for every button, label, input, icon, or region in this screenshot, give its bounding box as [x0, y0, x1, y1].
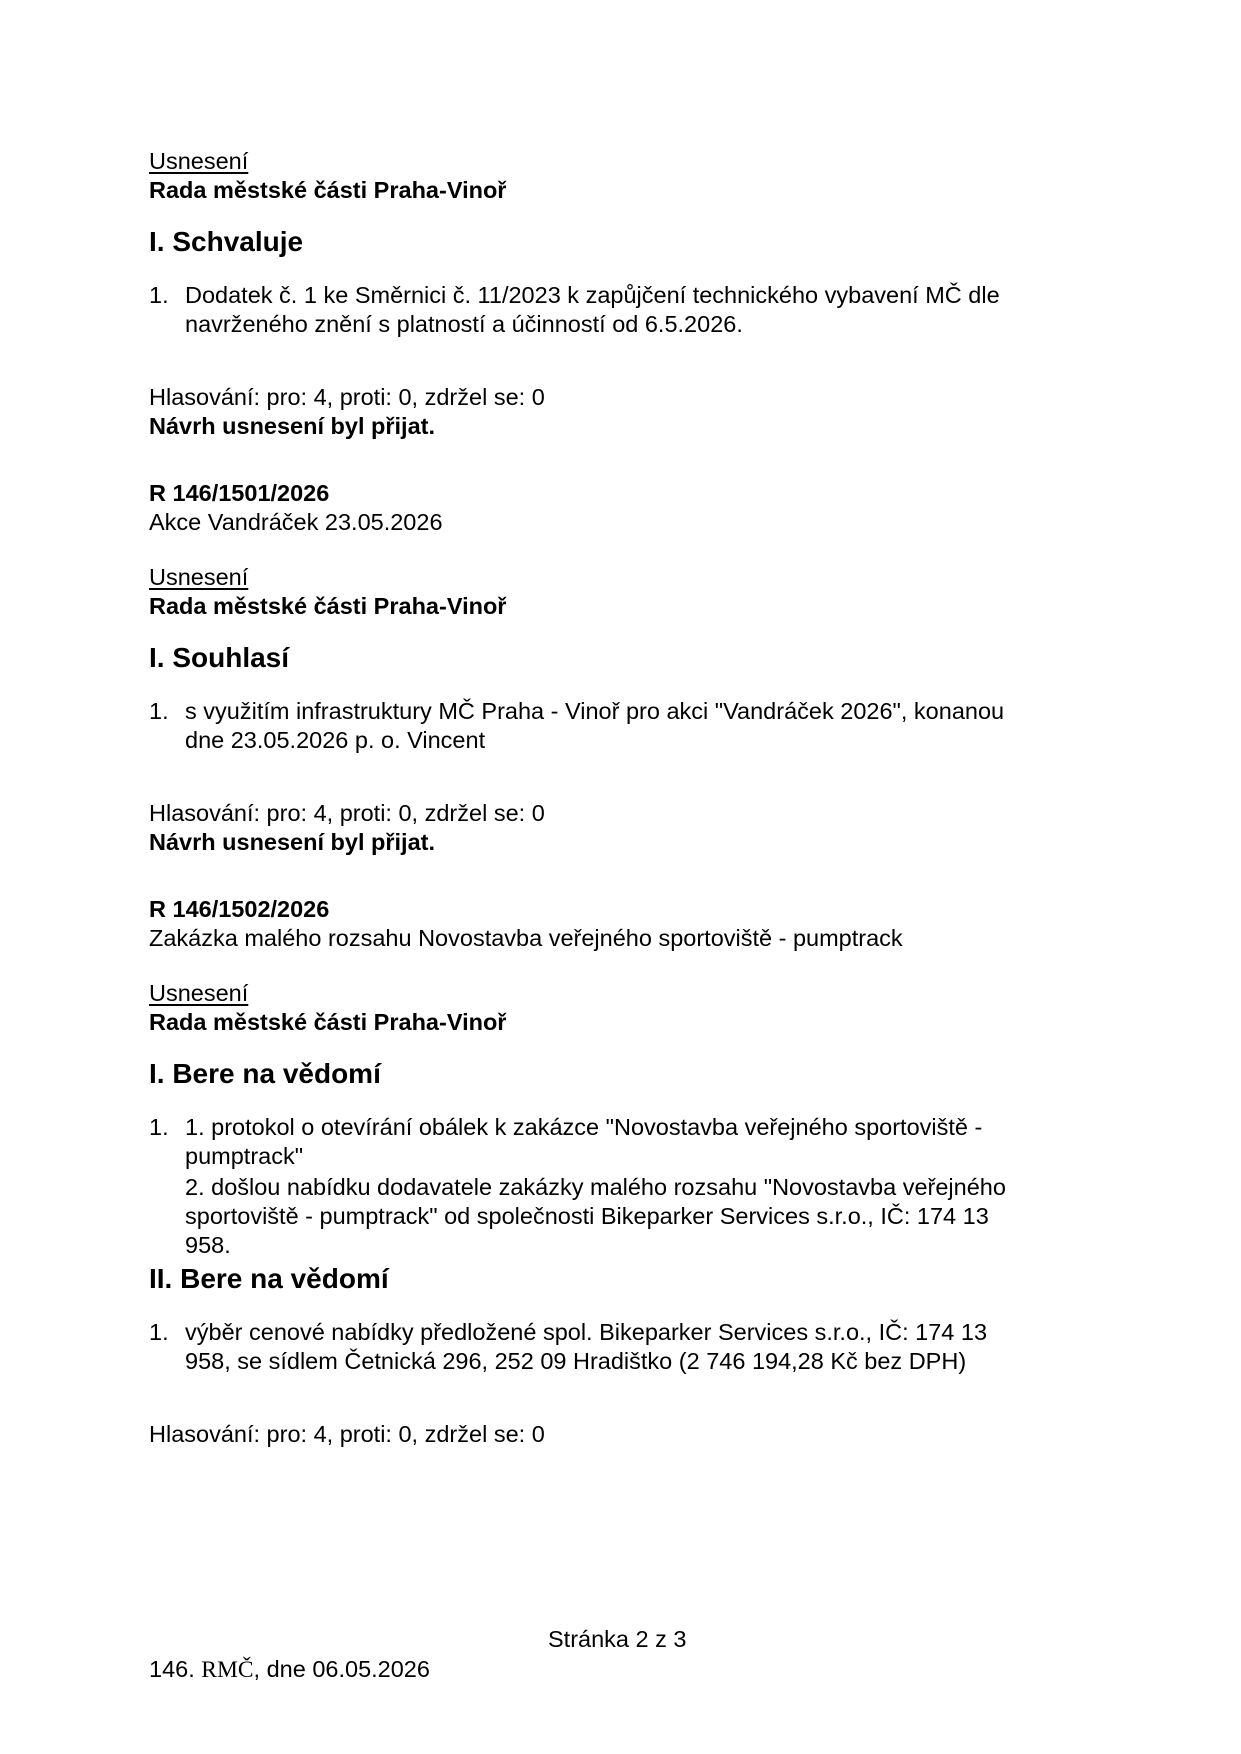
meeting-number: 146.: [149, 1656, 195, 1682]
list-item: [149, 697, 1079, 755]
section-heading: I. Bere na vědomí: [149, 1058, 381, 1089]
resolution-title: Zakázka malého rozsahu Novostavba veřejného sportoviště - pumptrack: [149, 925, 903, 951]
result-line: Návrh usnesení byl přijat.: [149, 413, 436, 439]
list-item: [149, 281, 1079, 339]
resolution-title: Akce Vandráček 23.05.2026: [149, 509, 443, 535]
council-name: Rada městské části Praha-Vinoř: [149, 1009, 507, 1035]
page-number: Stránka 2 z 3: [548, 1626, 687, 1652]
result-line: Návrh usnesení byl přijat.: [149, 829, 436, 855]
item-text-line: 1. protokol o otevírání obálek k zakázce "Novostavba veřejného sportoviště -: [185, 1114, 983, 1140]
item-number: 1.: [149, 282, 169, 308]
item-text-line: 958.: [185, 1232, 231, 1258]
section-heading: II. Bere na vědomí: [149, 1263, 389, 1294]
meeting-abbr: RMČ: [201, 1657, 254, 1683]
item-text-line: 2. došlou nabídku dodavatele zakázky malého rozsahu "Novostavba veřejného: [185, 1174, 1006, 1200]
council-name: Rada městské části Praha-Vinoř: [149, 177, 507, 203]
item-text-line: výběr cenové nabídky předložené spol. Bikeparker Services s.r.o., IČ: 174 13: [185, 1319, 988, 1345]
item-text-line: dne 23.05.2026 p. o. Vincent: [185, 727, 486, 753]
section-heading: I. Souhlasí: [149, 642, 290, 673]
vote-line: Hlasování: pro: 4, proti: 0, zdržel se: 0: [149, 384, 545, 410]
usneseni-label: Usnesení: [149, 564, 249, 590]
list-item: [149, 1318, 1079, 1376]
item-text-line: Dodatek č. 1 ke Směrnici č. 11/2023 k zapůjčení technického vybavení MČ dle: [185, 282, 1000, 308]
meeting-footer: [149, 1655, 430, 1685]
item-number: 1.: [149, 698, 169, 724]
vote-line: Hlasování: pro: 4, proti: 0, zdržel se: 0: [149, 800, 545, 826]
usneseni-label: Usnesení: [149, 980, 249, 1006]
council-name: Rada městské části Praha-Vinoř: [149, 593, 507, 619]
item-text-line: navrženého znění s platností a účinností od 6.5.2026.: [185, 311, 743, 337]
section-heading: I. Schvaluje: [149, 226, 304, 257]
document-page: [149, 147, 1079, 1449]
item-number: 1.: [149, 1114, 169, 1140]
item-text-line: pumptrack": [185, 1143, 304, 1169]
meeting-date: , dne 06.05.2026: [253, 1656, 430, 1682]
item-number: 1.: [149, 1319, 169, 1345]
list-item: [149, 1113, 1079, 1260]
resolution-number: R 146/1502/2026: [149, 896, 330, 922]
usneseni-label: Usnesení: [149, 148, 249, 174]
vote-line: Hlasování: pro: 4, proti: 0, zdržel se: 0: [149, 1421, 545, 1447]
item-text-line: sportoviště - pumptrack" od společnosti Bikeparker Services s.r.o., IČ: 174 13: [185, 1203, 989, 1229]
item-text-line: 958, se sídlem Četnická 296, 252 09 Hradištko (2 746 194,28 Kč bez DPH): [185, 1348, 967, 1374]
item-text-line: s využitím infrastruktury MČ Praha - Vinoř pro akci "Vandráček 2026", konanou: [185, 698, 1005, 724]
resolution-number: R 146/1501/2026: [149, 480, 330, 506]
